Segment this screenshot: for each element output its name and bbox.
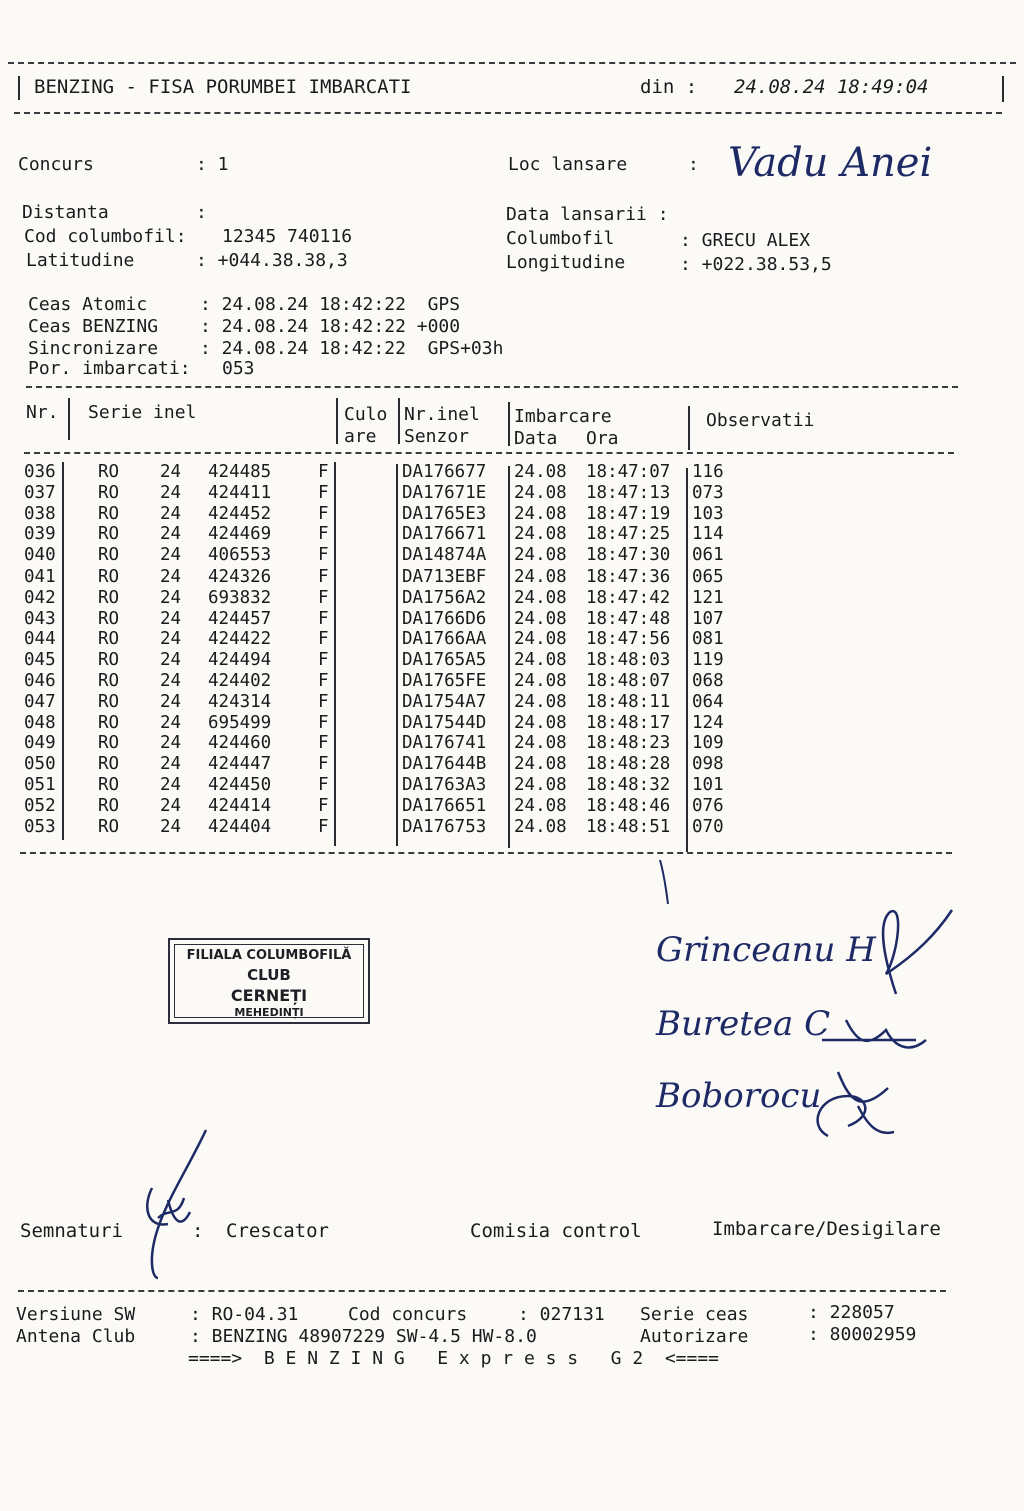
cell-ring: 424414 xyxy=(208,795,272,816)
cell-ora: 18:47:30 xyxy=(586,545,671,566)
divider xyxy=(20,852,952,854)
cell-obs: 121 xyxy=(692,587,724,608)
cell-ring: 424457 xyxy=(208,608,272,629)
cell-data: 24.08 xyxy=(514,608,567,629)
col-rule xyxy=(62,462,64,840)
cell-senzor: DA176677 xyxy=(402,462,487,482)
cell-senzor: DA1765A5 xyxy=(402,650,487,671)
antena-club-value: : BENZING 48907229 SW-4.5 HW-8.0 xyxy=(190,1326,537,1347)
cell-yy: 24 xyxy=(160,524,182,545)
col-sep xyxy=(68,398,70,440)
cell-nr: 053 xyxy=(24,816,56,837)
cell-data: 24.08 xyxy=(514,754,567,775)
data-lansarii-label: Data lansarii : xyxy=(506,204,669,225)
cell-ring: 406553 xyxy=(208,545,272,566)
divider xyxy=(26,386,958,388)
cell-sex: F xyxy=(318,816,329,837)
cell-sex: F xyxy=(318,524,329,545)
table-row xyxy=(0,629,1024,650)
comisia-control-label: Comisia control xyxy=(470,1220,642,1242)
cell-sex: F xyxy=(318,775,329,795)
table-row xyxy=(0,567,1024,588)
cell-yy: 24 xyxy=(160,545,182,566)
autorizare-label: Autorizare xyxy=(640,1326,749,1347)
cell-senzor: DA1766AA xyxy=(402,629,487,650)
cell-obs: 073 xyxy=(692,482,724,503)
cell-ora: 18:47:19 xyxy=(586,503,671,524)
cell-obs: 076 xyxy=(692,795,724,816)
loc-lansare-sep: : xyxy=(688,154,699,175)
cell-yy: 24 xyxy=(160,462,182,482)
col-rule xyxy=(686,468,688,852)
cell-senzor: DA176753 xyxy=(402,816,487,837)
table-row xyxy=(0,483,1024,504)
cell-ring: 424326 xyxy=(208,567,272,587)
serie-ceas-value: : 228057 xyxy=(808,1302,895,1323)
cell-yy: 24 xyxy=(160,482,182,503)
cell-obs: 098 xyxy=(692,754,724,775)
stamp-line2: CLUB xyxy=(247,966,291,984)
cell-ring: 693832 xyxy=(208,587,272,608)
table-row xyxy=(0,713,1024,734)
cell-senzor: DA1754A7 xyxy=(402,691,487,712)
cell-yy: 24 xyxy=(160,608,182,629)
col-header-are: are xyxy=(344,426,377,447)
cell-data: 24.08 xyxy=(514,567,567,587)
table-row xyxy=(0,754,1024,775)
cell-sex: F xyxy=(318,482,329,503)
longitudine-label: Longitudine xyxy=(506,252,626,273)
document-title: BENZING - FISA PORUMBEI IMBARCATI xyxy=(34,76,412,98)
col-header-data: Data xyxy=(514,428,558,449)
cell-ring: 424450 xyxy=(208,775,272,795)
cell-sex: F xyxy=(318,691,329,712)
cell-data: 24.08 xyxy=(514,482,567,503)
ceas-atomic-label: Ceas Atomic xyxy=(28,294,148,315)
cell-sex: F xyxy=(318,462,329,482)
col-sep xyxy=(508,402,510,446)
signature-2 xyxy=(816,1010,936,1060)
signature-3 xyxy=(808,1066,898,1146)
cell-nr: 041 xyxy=(24,567,56,587)
cell-cc: RO xyxy=(98,650,120,671)
cell-obs: 107 xyxy=(692,608,724,629)
table-row xyxy=(0,733,1024,754)
cell-data: 24.08 xyxy=(514,650,567,671)
distanta-label: Distanta xyxy=(22,202,109,223)
cell-senzor: DA176671 xyxy=(402,524,487,545)
cell-cc: RO xyxy=(98,482,120,503)
cell-cc: RO xyxy=(98,733,120,754)
latitudine-label: Latitudine xyxy=(26,250,135,271)
latitudine-value: : +044.38.38,3 xyxy=(196,250,348,271)
columbofil-value: : GRECU ALEX xyxy=(680,230,811,251)
cell-nr: 052 xyxy=(24,795,56,816)
ceas-atomic-value: : 24.08.24 18:42:22 GPS xyxy=(200,294,461,315)
cell-sex: F xyxy=(318,754,329,775)
col-rule xyxy=(396,464,398,846)
cell-ring: 424447 xyxy=(208,754,272,775)
cell-yy: 24 xyxy=(160,754,182,775)
cell-cc: RO xyxy=(98,795,120,816)
crescator-label: Crescator xyxy=(226,1220,329,1242)
cell-nr: 040 xyxy=(24,545,56,566)
cell-ora: 18:48:07 xyxy=(586,671,671,691)
semnaturi-sep: : xyxy=(192,1220,204,1242)
cell-ora: 18:48:28 xyxy=(586,754,671,775)
cod-concurs-label: Cod concurs xyxy=(348,1304,468,1325)
col-header-senzor: Senzor xyxy=(404,426,470,447)
cell-nr: 048 xyxy=(24,712,56,733)
table-row xyxy=(0,545,1024,566)
columbofil-label: Columbofil xyxy=(506,228,615,249)
cell-yy: 24 xyxy=(160,671,182,691)
cell-sex: F xyxy=(318,671,329,691)
cell-nr: 036 xyxy=(24,462,56,482)
table-row xyxy=(0,796,1024,817)
cell-nr: 037 xyxy=(24,482,56,503)
header-right-bar xyxy=(1002,76,1004,102)
cell-ora: 18:48:17 xyxy=(586,712,671,733)
cell-nr: 045 xyxy=(24,650,56,671)
cell-cc: RO xyxy=(98,608,120,629)
cell-sex: F xyxy=(318,629,329,650)
col-header-observatii: Observatii xyxy=(706,410,815,431)
cell-senzor: DA1765E3 xyxy=(402,503,487,524)
col-sep xyxy=(688,406,690,450)
cell-nr: 044 xyxy=(24,629,56,650)
table-row xyxy=(0,609,1024,630)
cell-data: 24.08 xyxy=(514,545,567,566)
table-row xyxy=(0,524,1024,545)
longitudine-value: : +022.38.53,5 xyxy=(680,254,832,275)
cell-cc: RO xyxy=(98,567,120,587)
cell-cc: RO xyxy=(98,524,120,545)
cell-sex: F xyxy=(318,650,329,671)
table-row xyxy=(0,462,1024,483)
cell-data: 24.08 xyxy=(514,462,567,482)
col-header-imbarcare: Imbarcare xyxy=(514,406,612,427)
versiune-sw-value: : RO-04.31 xyxy=(190,1304,299,1325)
ceas-benzing-label: Ceas BENZING xyxy=(28,316,159,337)
cell-senzor: DA176741 xyxy=(402,733,487,754)
table-row xyxy=(0,671,1024,692)
col-rule xyxy=(508,466,510,848)
col-header-culo: Culo xyxy=(344,404,388,425)
cod-columbofil-label: Cod columbofil: xyxy=(24,226,187,247)
por-imbarcati-value: 053 xyxy=(222,358,255,379)
cell-yy: 24 xyxy=(160,733,182,754)
cell-obs: 061 xyxy=(692,545,724,566)
cell-nr: 047 xyxy=(24,691,56,712)
cell-obs: 119 xyxy=(692,650,724,671)
cell-data: 24.08 xyxy=(514,524,567,545)
cell-cc: RO xyxy=(98,629,120,650)
cell-obs: 064 xyxy=(692,691,724,712)
cell-nr: 050 xyxy=(24,754,56,775)
cell-obs: 101 xyxy=(692,775,724,795)
cell-ora: 18:47:42 xyxy=(586,587,671,608)
col-sep xyxy=(336,398,338,444)
crescator-signature xyxy=(138,1128,218,1288)
cell-ring: 424452 xyxy=(208,503,272,524)
cell-ora: 18:47:07 xyxy=(586,462,671,482)
sincronizare-value: : 24.08.24 18:42:22 GPS+03h xyxy=(200,338,504,359)
cell-obs: 116 xyxy=(692,462,724,482)
date-label: din : xyxy=(640,76,698,98)
cell-yy: 24 xyxy=(160,587,182,608)
handwritten-name-1: Grinceanu H xyxy=(656,930,876,970)
cell-sex: F xyxy=(318,503,329,524)
stamp-line4: MEHEDINȚI xyxy=(234,1006,304,1019)
cell-senzor: DA1756A2 xyxy=(402,587,487,608)
cell-obs: 081 xyxy=(692,629,724,650)
handwritten-name-3: Boborocu xyxy=(656,1076,822,1116)
cell-data: 24.08 xyxy=(514,816,567,837)
table-row xyxy=(0,692,1024,713)
col-header-ora: Ora xyxy=(586,428,619,449)
cell-data: 24.08 xyxy=(514,712,567,733)
cell-ring: 424404 xyxy=(208,816,272,837)
cell-ora: 18:48:46 xyxy=(586,795,671,816)
signature-1 xyxy=(856,904,956,1004)
cell-data: 24.08 xyxy=(514,775,567,795)
cell-cc: RO xyxy=(98,754,120,775)
col-header-nr: Nr. xyxy=(26,402,59,423)
cell-data: 24.08 xyxy=(514,503,567,524)
cell-yy: 24 xyxy=(160,629,182,650)
cell-yy: 24 xyxy=(160,691,182,712)
cell-cc: RO xyxy=(98,775,120,795)
divider xyxy=(14,112,1002,114)
cell-nr: 042 xyxy=(24,587,56,608)
cell-ring: 424402 xyxy=(208,671,272,691)
serie-ceas-label: Serie ceas xyxy=(640,1304,749,1325)
cell-ring: 695499 xyxy=(208,712,272,733)
col-header-nrinel: Nr.inel xyxy=(404,404,480,425)
cell-sex: F xyxy=(318,795,329,816)
cell-ora: 18:48:51 xyxy=(586,816,671,837)
cell-yy: 24 xyxy=(160,775,182,795)
benzing-express-banner: ====> B E N Z I N G E x p r e s s G 2 <==== xyxy=(188,1348,720,1369)
cell-ring: 424469 xyxy=(208,524,272,545)
cell-obs: 114 xyxy=(692,524,724,545)
cell-yy: 24 xyxy=(160,712,182,733)
divider xyxy=(8,62,1016,64)
divider xyxy=(18,1290,946,1292)
imbarcare-desigilare-label: Imbarcare/Desigilare xyxy=(712,1218,941,1240)
ceas-benzing-value: : 24.08.24 18:42:22 +000 xyxy=(200,316,461,337)
cell-senzor: DA17644B xyxy=(402,754,487,775)
cell-yy: 24 xyxy=(160,816,182,837)
cell-obs: 070 xyxy=(692,816,724,837)
distanta-value: : xyxy=(196,202,207,223)
cell-yy: 24 xyxy=(160,567,182,587)
cell-obs: 103 xyxy=(692,503,724,524)
col-rule xyxy=(334,462,336,846)
print-datetime: 24.08.24 18:49:04 xyxy=(734,76,929,98)
cell-yy: 24 xyxy=(160,795,182,816)
cell-ring: 424494 xyxy=(208,650,272,671)
por-imbarcati-label: Por. imbarcati: xyxy=(28,358,191,379)
cell-ora: 18:47:25 xyxy=(586,524,671,545)
cell-senzor: DA14874A xyxy=(402,545,487,566)
col-sep xyxy=(398,398,400,444)
cell-nr: 039 xyxy=(24,524,56,545)
cell-data: 24.08 xyxy=(514,691,567,712)
cell-ring: 424460 xyxy=(208,733,272,754)
sincronizare-label: Sincronizare xyxy=(28,338,159,359)
cell-yy: 24 xyxy=(160,503,182,524)
cell-ora: 18:47:48 xyxy=(586,608,671,629)
cell-data: 24.08 xyxy=(514,629,567,650)
handwritten-name-2: Buretea C xyxy=(656,1004,831,1044)
cell-nr: 046 xyxy=(24,671,56,691)
cell-senzor: DA713EBF xyxy=(402,567,487,587)
cell-ring: 424314 xyxy=(208,691,272,712)
pen-tick xyxy=(650,858,680,908)
cell-obs: 124 xyxy=(692,712,724,733)
antena-club-label: Antena Club xyxy=(16,1326,136,1347)
cell-data: 24.08 xyxy=(514,587,567,608)
cell-data: 24.08 xyxy=(514,733,567,754)
cell-cc: RO xyxy=(98,712,120,733)
cell-sex: F xyxy=(318,567,329,587)
cell-cc: RO xyxy=(98,545,120,566)
cell-ora: 18:47:56 xyxy=(586,629,671,650)
table-row xyxy=(0,817,1024,838)
cell-ring: 424411 xyxy=(208,482,272,503)
cell-senzor: DA17671E xyxy=(402,482,487,503)
cell-ring: 424422 xyxy=(208,629,272,650)
cell-ora: 18:47:36 xyxy=(586,567,671,587)
cell-obs: 109 xyxy=(692,733,724,754)
cell-obs: 068 xyxy=(692,671,724,691)
cod-columbofil-value: 12345 740116 xyxy=(222,226,353,247)
cell-cc: RO xyxy=(98,503,120,524)
cell-senzor: DA1763A3 xyxy=(402,775,487,795)
cell-ora: 18:47:13 xyxy=(586,482,671,503)
cell-nr: 038 xyxy=(24,503,56,524)
cell-cc: RO xyxy=(98,587,120,608)
cell-sex: F xyxy=(318,587,329,608)
cell-sex: F xyxy=(318,608,329,629)
cod-concurs-value: : 027131 xyxy=(518,1304,605,1325)
table-row xyxy=(0,650,1024,671)
cell-senzor: DA1766D6 xyxy=(402,608,487,629)
cell-senzor: DA176651 xyxy=(402,795,487,816)
concurs-value: : 1 xyxy=(196,154,229,175)
header-left-bar xyxy=(18,76,20,100)
cell-nr: 049 xyxy=(24,733,56,754)
versiune-sw-label: Versiune SW xyxy=(16,1304,136,1325)
cell-obs: 065 xyxy=(692,567,724,587)
loc-lansare-label: Loc lansare xyxy=(508,154,628,175)
cell-ring: 424485 xyxy=(208,462,272,482)
cell-ora: 18:48:32 xyxy=(586,775,671,795)
cell-data: 24.08 xyxy=(514,671,567,691)
cell-cc: RO xyxy=(98,691,120,712)
cell-ora: 18:48:03 xyxy=(586,650,671,671)
cell-yy: 24 xyxy=(160,650,182,671)
table-row xyxy=(0,504,1024,525)
cell-sex: F xyxy=(318,545,329,566)
cell-cc: RO xyxy=(98,462,120,482)
autorizare-value: : 80002959 xyxy=(808,1324,917,1345)
cell-nr: 051 xyxy=(24,775,56,795)
cell-cc: RO xyxy=(98,816,120,837)
table-row xyxy=(0,588,1024,609)
stamp-line3: CERNEȚI xyxy=(230,986,308,1005)
cell-cc: RO xyxy=(98,671,120,691)
cell-ora: 18:48:11 xyxy=(586,691,671,712)
col-header-serie: Serie inel xyxy=(88,402,197,423)
cell-senzor: DA1765FE xyxy=(402,671,487,691)
club-stamp xyxy=(168,938,370,1024)
loc-lansare-handwritten: Vadu Anei xyxy=(728,140,933,186)
divider xyxy=(24,452,954,454)
stamp-line1: FILIALA COLUMBOFILĂ xyxy=(186,948,352,963)
semnaturi-label: Semnaturi xyxy=(20,1220,123,1242)
cell-sex: F xyxy=(318,712,329,733)
cell-nr: 043 xyxy=(24,608,56,629)
cell-senzor: DA17544D xyxy=(402,712,487,733)
concurs-label: Concurs xyxy=(18,154,94,175)
cell-ora: 18:48:23 xyxy=(586,733,671,754)
cell-sex: F xyxy=(318,733,329,754)
cell-data: 24.08 xyxy=(514,795,567,816)
table-row xyxy=(0,775,1024,796)
